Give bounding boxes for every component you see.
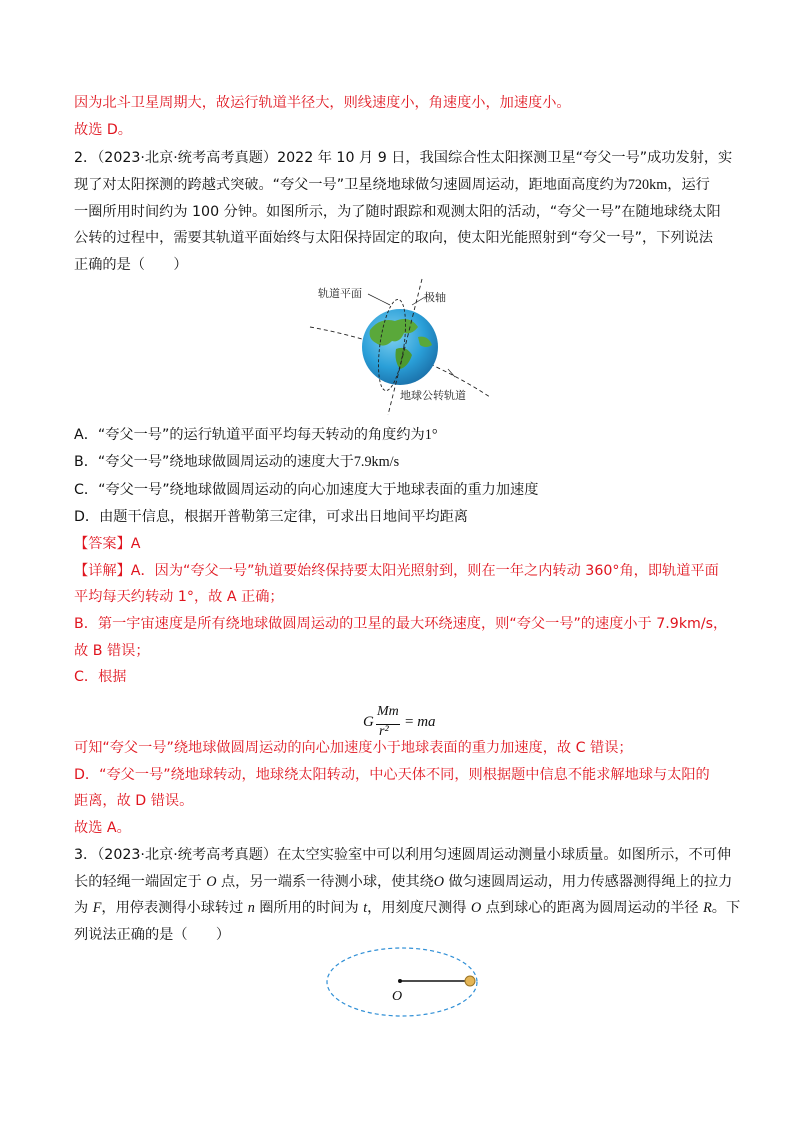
explanation-line4: 故 B 错误； bbox=[74, 643, 150, 659]
label-earth-orbit: 地球公转轨道 bbox=[400, 390, 466, 402]
answer-label: 【答案】A bbox=[74, 536, 141, 552]
q3-stem-line1: 3．（2023·北京·统考高考真题）在太空实验室中可以利用匀速圆周运动测量小球质量。如图所示，不可伸 bbox=[74, 847, 732, 863]
gravity-formula: G Mm r² = ma bbox=[363, 704, 436, 739]
q3-stem-line4: 列说法正确的是（ ） bbox=[74, 927, 231, 943]
q3-stem-line3: 为 F，用停表测得小球转过 n 圈所用的时间为 t，用刻度尺测得 O 点到球心的距离为圆周运动的半径 R。下 bbox=[74, 900, 741, 916]
explanation-line8: 距离，故 D 错误。 bbox=[74, 793, 194, 809]
q2-stem-line4: 公转的过程中，需要其轨道平面始终与太阳保持固定的取向，使太阳光能照射到“夸父一号”，下列说法 bbox=[74, 230, 713, 246]
label-orbit-plane: 轨道平面 bbox=[318, 288, 362, 300]
prev-answer-choice: 故选 D。 bbox=[74, 122, 132, 138]
explanation-line2: 平均每天约转动 1°，故 A 正确； bbox=[74, 589, 284, 605]
explanation-line6: 可知“夸父一号”绕地球做圆周运动的向心加速度小于地球表面的重力加速度，故 C 错误； bbox=[74, 740, 633, 756]
option-a[interactable]: A．“夸父一号”的运行轨道平面平均每天转动的角度约为1° bbox=[74, 427, 438, 443]
explanation-line1: 【详解】A．因为“夸父一号”轨道要始终保持要太阳光照射到，则在一年之内转动 360°角，即轨道平面 bbox=[74, 563, 719, 579]
ball bbox=[465, 976, 475, 986]
option-c[interactable]: C．“夸父一号”绕地球做圆周运动的向心加速度大于地球表面的重力加速度 bbox=[74, 482, 539, 498]
circular-path bbox=[327, 948, 477, 1016]
explanation-line9: 故选 A。 bbox=[74, 820, 131, 836]
q2-stem-line1: 2．（2023·北京·统考高考真题）2022 年 10 月 9 日，我国综合性太阳探测卫星“夸父一号”成功发射，实 bbox=[74, 150, 733, 166]
explanation-line3: B．第一宇宙速度是所有绕地球做圆周运动的卫星的最大环绕速度，则“夸父一号”的速度小于 7.9km/s， bbox=[74, 616, 728, 632]
explanation-line7: D．“夸父一号”绕地球转动，地球绕太阳转动，中心天体不同，则根据题中信息不能求解地球与太阳的 bbox=[74, 767, 710, 783]
label-polar-axis: 极轴 bbox=[424, 292, 446, 304]
q3-stem-line2: 长的轻绳一端固定于 O 点，另一端系一待测小球，使其绕O 做匀速圆周运动，用力传感器测得绳上的拉力 bbox=[74, 874, 733, 890]
center-label: O bbox=[392, 989, 403, 1004]
prev-conclusion-line: 因为北斗卫星周期大，故运行轨道半径大，则线速度小，角速度小，加速度小。 bbox=[74, 95, 571, 111]
option-b[interactable]: B．“夸父一号”绕地球做圆周运动的速度大于7.9km/s bbox=[74, 454, 400, 470]
earth-orbit-figure bbox=[300, 275, 500, 415]
explanation-line5: C．根据 bbox=[74, 669, 127, 685]
option-d[interactable]: D．由题干信息，根据开普勒第三定律，可求出日地间平均距离 bbox=[74, 509, 468, 525]
q2-stem-line2: 现了对太阳探测的跨越式突破。“夸父一号”卫星绕地球做匀速圆周运动，距地面高度约为720km，运行 bbox=[74, 177, 710, 193]
circular-motion-figure bbox=[318, 942, 488, 1028]
q2-stem-line3: 一圈所用时间约为 100 分钟。如图所示，为了随时跟踪和观测太阳的活动，“夸父一号”在随地球绕太阳 bbox=[74, 204, 721, 220]
q2-stem-line5: 正确的是（ ） bbox=[74, 257, 188, 273]
